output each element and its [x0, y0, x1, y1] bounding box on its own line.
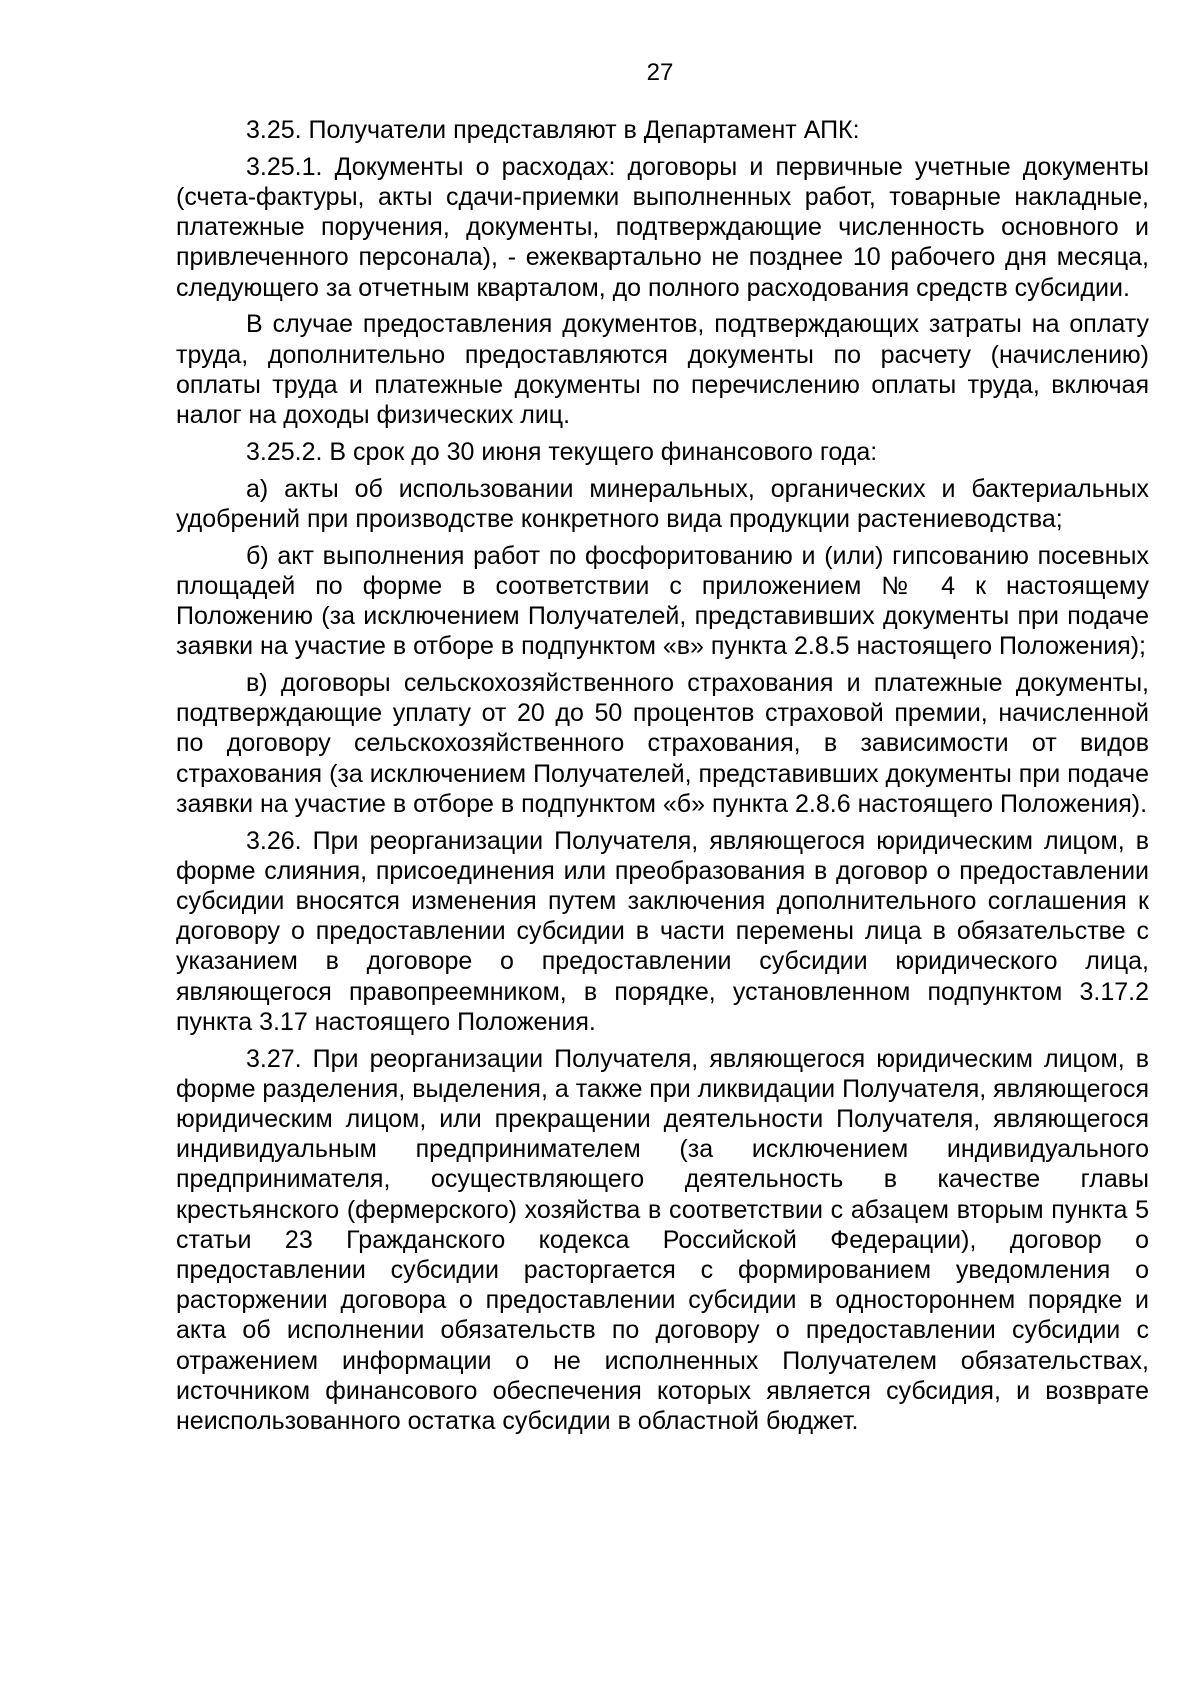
document-body [176, 115, 1149, 1443]
page-number: 27 [646, 59, 674, 86]
paragraph-item-v: в) договоры сельскохозяйственного страхования и платежные документы, подтверждающие уплату от 20 до 50 процентов страховой премии, начисленной по договору сельскохозяйственного страхования, в зависимости от видов страхования (за исключением Получателей, представивших документы при подаче заявки на участие в отборе в подпунктом «б» пункта 2.8.6 настоящего Положения). [176, 669, 1149, 818]
paragraph-3-27: 3.27. При реорганизации Получателя, являющегося юридическим лицом, в форме разделения, выделения, а также при ликвидации Получателя, являющегося юридическим лицом, или прекращении деятельности Получателя, являющегося индивидуальным предпринимателем (за исключением индивидуального предпринимателя, осуществляющего деятельность в качестве главы крестьянского (фермерского) хозяйства в соответствии с абзацем вторым пункта 5 статьи 23 Гражданского кодекса Российской Федерации), договор о предоставлении субсидии расторгается с формированием уведомления о расторжении договора о предоставлении субсидии в одностороннем порядке и акта об исполнении обязательств по договору о предоставлении субсидии с отражением информации о не исполненных Получателем обязательствах, источником финансового обеспечения которых является субсидия, и возврате неиспользованного остатка субсидии в областной бюджет. [176, 1044, 1149, 1436]
paragraph-labor-costs: В случае предоставления документов, подтверждающих затраты на оплату труда, дополнительно предоставляются документы по расчету (начислению) оплаты труда и платежные документы по перечислению оплаты труда, включая налог на доходы физических лиц. [176, 310, 1149, 430]
paragraph-3-25: 3.25. Получатели представляют в Департамент АПК: [246, 116, 860, 144]
paragraph-item-a: а) акты об использовании минеральных, органических и бактериальных удобрений при производстве конкретного вида продукции растениеводства; [176, 474, 1149, 533]
paragraph-3-26: 3.26. При реорганизации Получателя, являющегося юридическим лицом, в форме слияния, присоединения или преобразования в договор о предоставлении субсидии вносятся изменения путем заключения дополнительного соглашения к договору о предоставлении субсидии в части перемены лица в обязательстве с указанием в договоре о предоставлении субсидии юридического лица, являющегося правопреемником, в порядке, установленном подпунктом 3.17.2 пункта 3.17 настоящего Положения. [176, 826, 1149, 1036]
paragraph-3-25-1: 3.25.1. Документы о расходах: договоры и первичные учетные документы (счета-фактуры, акты сдачи-приемки выполненных работ, товарные накладные, платежные поручения, документы, подтверждающие численность основного и привлеченного персонала), - ежеквартально не позднее 10 рабочего дня месяца, следующего за отчетным кварталом, до полного расходования средств субсидии. [176, 152, 1149, 302]
paragraph-3-25-2: 3.25.2. В срок до 30 июня текущего финансового года: [246, 437, 878, 466]
paragraph-item-b: б) акт выполнения работ по фосфоритованию и (или) гипсованию посевных площадей по форме в соответствии с приложением № 4 к настоящему Положению (за исключением Получателей, представивших документы при подаче заявки на участие в отборе в подпунктом «в» пункта 2.8.5 настоящего Положения); [176, 541, 1149, 661]
